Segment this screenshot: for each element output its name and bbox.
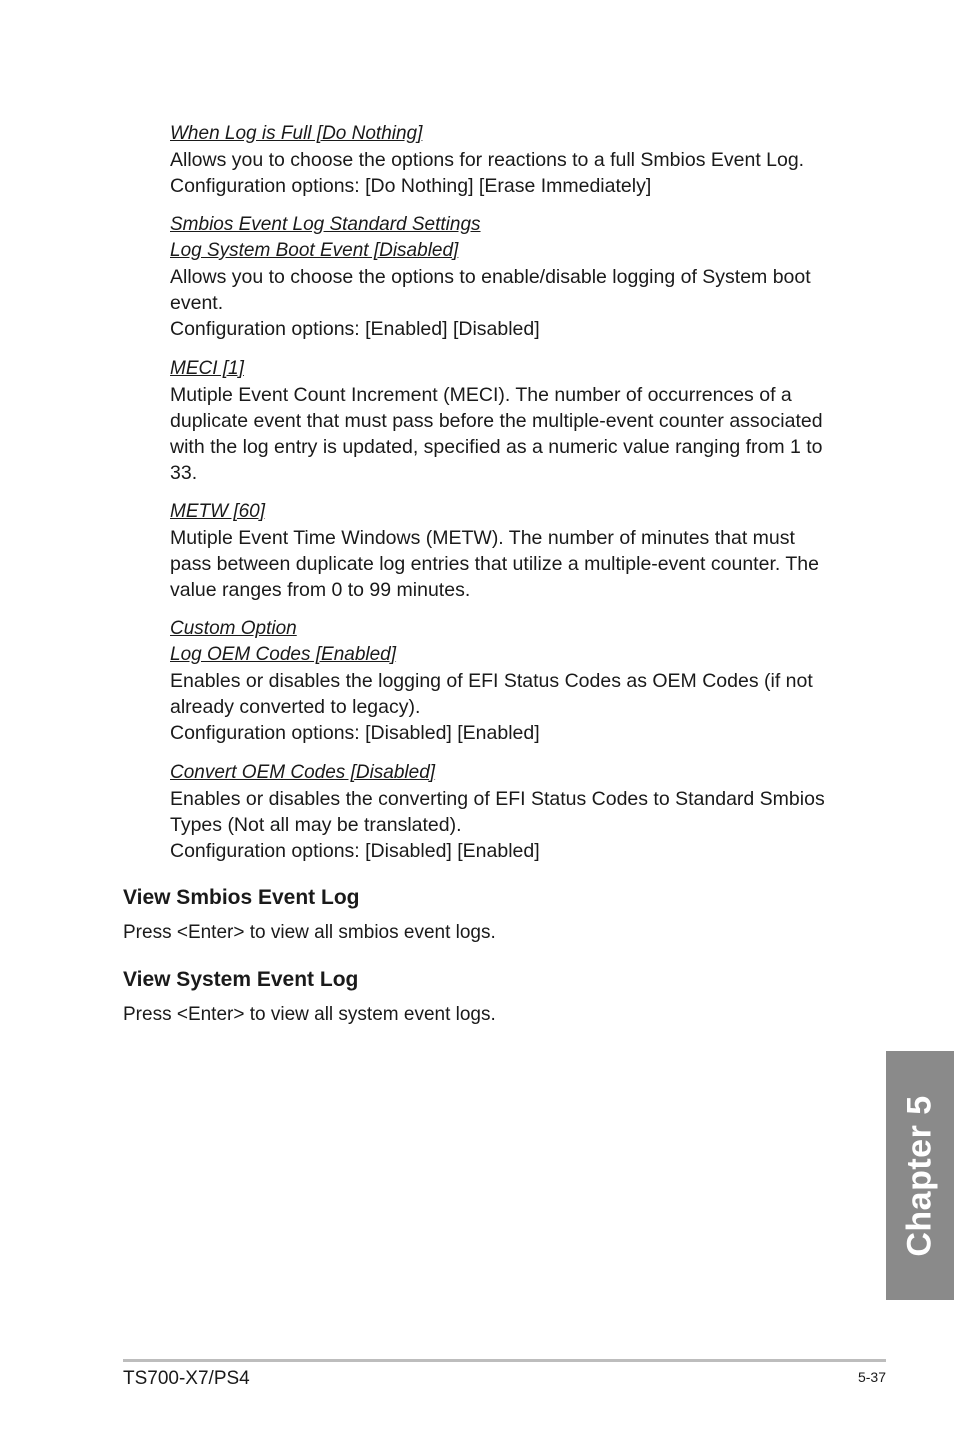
item-config-options: Configuration options: [Enabled] [Disabled] [170, 318, 540, 340]
subgroup-title: Smbios Event Log Standard Settings [170, 214, 481, 235]
item-description: Allows you to choose the options to enable/disable logging of System boot event. [170, 266, 811, 314]
item-title: MECI [1] [170, 358, 244, 379]
footer-model: TS700-X7/PS4 [123, 1368, 250, 1389]
section-heading-view-smbios-event-log: View Smbios Event Log [123, 886, 360, 909]
section-heading-view-system-event-log: View System Event Log [123, 968, 359, 991]
section-body-view-system-event-log: Press <Enter> to view all system event logs. [123, 1004, 496, 1025]
item-description: Mutiple Event Count Increment (MECI). The number of occurrences of a duplicate event that must pass before the multiple-event counter associated with the log entry is updated, specified as a numeric value ranging from 1 to 33. [170, 384, 823, 484]
item-log-system-boot-event [170, 212, 840, 342]
item-config-options: Configuration options: [Disabled] [Enabled] [170, 840, 540, 862]
item-title: METW [60] [170, 501, 266, 522]
item-title: Log OEM Codes [Enabled] [170, 644, 397, 665]
item-title: When Log is Full [Do Nothing] [170, 123, 423, 144]
section-body-view-smbios-event-log: Press <Enter> to view all smbios event logs. [123, 922, 496, 943]
item-description: Enables or disables the converting of EFI Status Codes to Standard Smbios Types (Not all may be translated). [170, 788, 825, 836]
item-title: Convert OEM Codes [Disabled] [170, 762, 436, 783]
chapter-tab [886, 1051, 954, 1300]
item-convert-oem-codes [170, 760, 840, 864]
footer-divider [123, 1359, 886, 1362]
footer-page-number: 5-37 [857, 1369, 886, 1385]
item-metw [170, 499, 840, 603]
item-meci [170, 356, 840, 486]
chapter-label: Chapter 5 [900, 1094, 939, 1257]
item-config-options: Configuration options: [Disabled] [Enabled] [170, 722, 540, 744]
item-when-log-is-full [170, 121, 840, 199]
item-title: Log System Boot Event [Disabled] [170, 240, 459, 261]
item-description: Enables or disables the logging of EFI Status Codes as OEM Codes (if not already converted to legacy). [170, 670, 813, 718]
item-description: Mutiple Event Time Windows (METW). The number of minutes that must pass between duplicate log entries that utilize a multiple-event counter. The value ranges from 0 to 99 minutes. [170, 527, 819, 601]
item-config-options: Configuration options: [Do Nothing] [Erase Immediately] [170, 175, 652, 197]
subgroup-title: Custom Option [170, 618, 297, 639]
item-description: Allows you to choose the options for reactions to a full Smbios Event Log. [170, 149, 805, 171]
item-log-oem-codes [170, 616, 840, 746]
